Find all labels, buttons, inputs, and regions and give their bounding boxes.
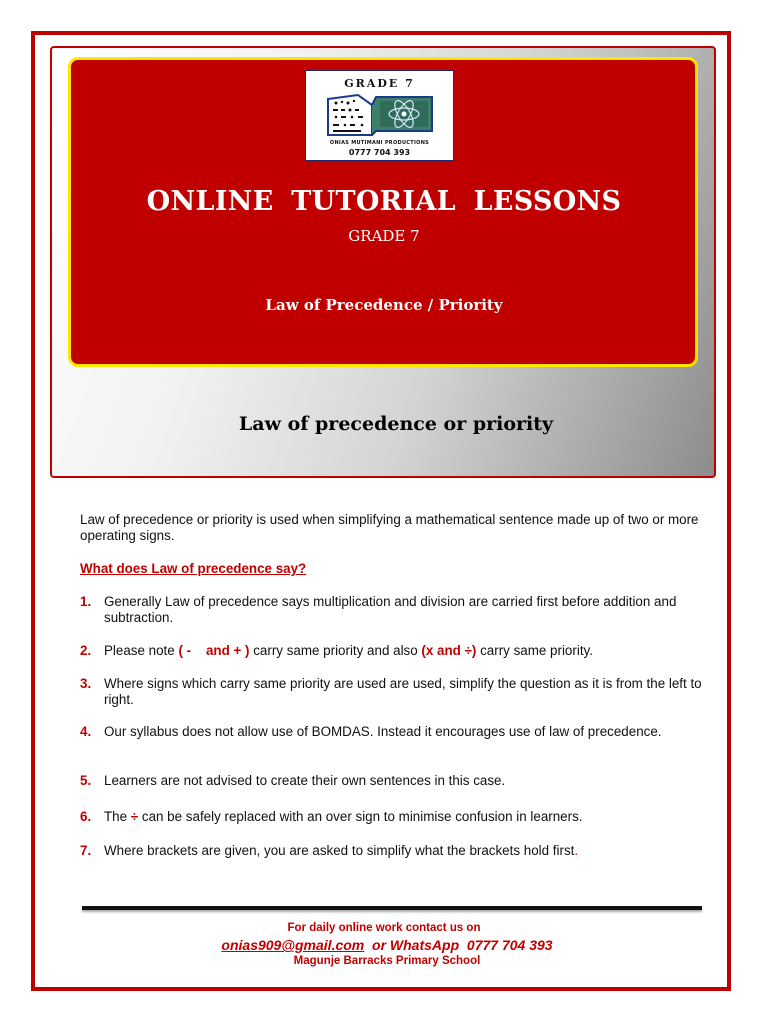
list-number: 4. xyxy=(80,724,92,739)
list-text xyxy=(104,843,705,859)
list-text xyxy=(104,809,705,825)
whatsapp-text: or WhatsApp 0777 704 393 xyxy=(364,937,553,953)
list-number: 6. xyxy=(80,809,92,824)
list-text-part: The xyxy=(104,809,131,824)
list-item xyxy=(80,724,705,740)
footer-contact xyxy=(0,937,768,953)
list-number: 3. xyxy=(80,676,92,691)
list-text: Learners are not advised to create their own sentences in this case. xyxy=(104,773,506,788)
list-item xyxy=(80,643,705,659)
list-text: Generally Law of precedence says multiplication and division are carried first before addition and subtraction. xyxy=(104,594,677,625)
school-name: Magunje Barracks Primary School xyxy=(293,955,481,967)
list-text-part: . xyxy=(574,843,579,858)
list-number: 7. xyxy=(80,843,92,858)
footer-divider xyxy=(82,906,702,910)
page-title: ONLINE TUTORIAL LESSONS xyxy=(146,186,622,217)
question-heading: What does Law of precedence say? xyxy=(80,561,307,576)
list-text: Where signs which carry same priority are used are used, simplify the question as it is from the left to right. xyxy=(104,676,702,707)
list-item xyxy=(80,594,705,626)
footer-contact-label: For daily online work contact us on xyxy=(287,922,481,934)
list-text-part: Where brackets are given, you are asked to simplify what the brackets hold first xyxy=(104,843,575,858)
list-text-part: carry same priority. xyxy=(476,643,593,658)
list-item xyxy=(80,809,705,825)
intro-paragraph: Law of precedence or priority is used when simplifying a mathematical sentence made up of two or more operating signs. xyxy=(80,512,699,543)
list-number: 1. xyxy=(80,594,92,609)
divide-sign-highlight: ÷ xyxy=(130,809,139,824)
grade-label: GRADE 7 xyxy=(348,227,420,245)
list-item xyxy=(80,843,705,859)
list-text: Our syllabus does not allow use of BOMDAS. Instead it encourages use of law of precedence. xyxy=(104,724,662,739)
plus-minus-highlight: ( - and + ) xyxy=(178,643,250,658)
list-item xyxy=(80,676,705,708)
list-number: 2. xyxy=(80,643,92,658)
topic-label: Law of Precedence / Priority xyxy=(265,296,503,314)
list-item xyxy=(80,773,705,789)
list-text xyxy=(104,643,705,659)
logo-title: GRADE 7 xyxy=(344,77,415,90)
list-number: 5. xyxy=(80,773,92,788)
multiply-divide-highlight: (x and ÷) xyxy=(421,643,477,658)
logo-illustration-icon xyxy=(324,91,436,139)
section-heading: Law of precedence or priority xyxy=(238,413,554,435)
list-text-part: Please note xyxy=(104,643,179,658)
email-link[interactable]: onias909@gmail.com xyxy=(221,937,365,953)
grade-7-logo xyxy=(305,70,454,161)
logo-caption: ONIAS MUTIMANI PRODUCTIONS xyxy=(329,140,430,146)
list-text-part: can be safely replaced with an over sign to minimise confusion in learners. xyxy=(138,809,583,824)
logo-phone: 0777 704 393 xyxy=(348,148,411,157)
list-text-part: carry same priority and also xyxy=(249,643,422,658)
